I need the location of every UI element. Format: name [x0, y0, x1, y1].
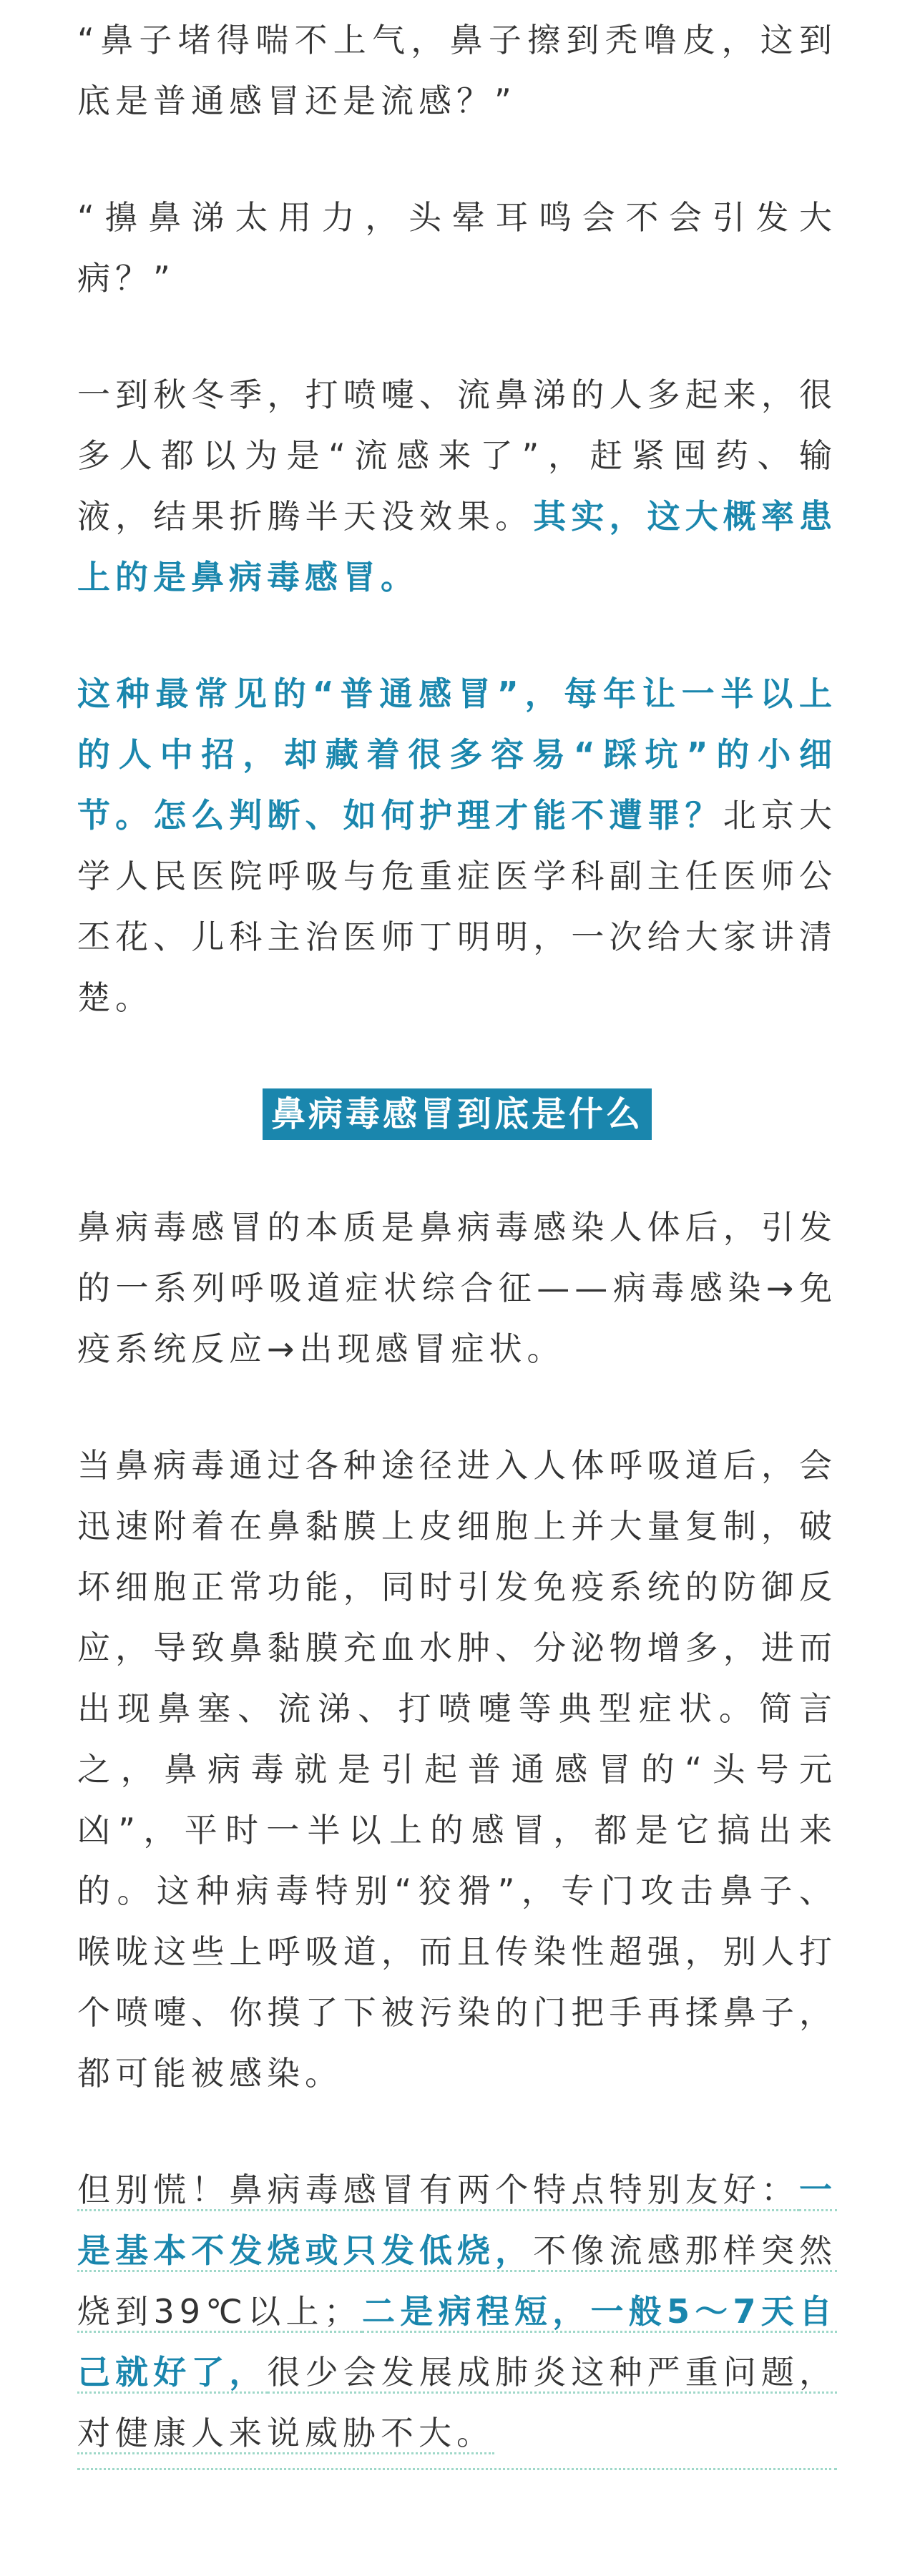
- intro-highlight: 其实，这大概率患上的是鼻病毒感冒。: [77, 497, 838, 596]
- features-intro: 但别慌！鼻病毒感冒有两个特点特别友好：: [77, 2171, 799, 2211]
- section-heading-wrap: [77, 1088, 837, 1140]
- quote-text-2: “擤鼻涕太用力，头晕耳鸣会不会引发大病？”: [77, 198, 837, 298]
- quote-paragraph-2: [77, 187, 837, 309]
- quote-paragraph-1: [77, 10, 837, 132]
- definition-text: 鼻病毒感冒的本质是鼻病毒感染人体后，引发的一系列呼吸道症状综合征——病毒感染→免疫系统反应→出现感冒症状。: [77, 1208, 837, 1368]
- feature-two-highlight: 二是病程短，一般5～7天自己就好了，: [77, 2292, 837, 2394]
- experts-highlight: 这种最常见的“普通感冒”，每年让一半以上的人中招，却藏着很多容易“踩坑”的小细节。怎么判断、如何护理才能不遭罪？: [77, 674, 837, 835]
- features-paragraph: [77, 2160, 837, 2470]
- feature-one-highlight: 一是基本不发烧或只发低烧，: [77, 2171, 837, 2272]
- quote-text-1: “鼻子堵得喘不上气，鼻子擦到秃噜皮，这到底是普通感冒还是流感？”: [77, 21, 837, 120]
- mechanism-paragraph: [77, 1435, 837, 2104]
- section-heading: 鼻病毒感冒到底是什么: [263, 1088, 652, 1140]
- feature-two-text: 很少会发展成肺炎这种严重问题，对健康人来说威胁不大。: [77, 2353, 837, 2454]
- experts-text: 北京大学人民医院呼吸与危重症医学科副主任医师公丕花、儿科主治医师丁明明，一次给大家讲清楚。: [77, 796, 838, 1017]
- mechanism-text: 当鼻病毒通过各种途径进入人体呼吸道后，会迅速附着在鼻黏膜上皮细胞上并大量复制，破坏细胞正常功能，同时引发免疫系统的防御反应，导致鼻黏膜充血水肿、分泌物增多，进而出现鼻塞、流涕、打喷嚏等典型症状。简言之，鼻病毒就是引起普通感冒的“头号元凶”，平时一半以上的感冒，都是它搞出来的。这种病毒特别“狡猾”，专门攻击鼻子、喉咙这些上呼吸道，而且传染性超强，别人打个喷嚏、你摸了下被污染的门把手再揉鼻子，都可能被感染。: [77, 1446, 837, 2093]
- experts-paragraph: [77, 664, 837, 1028]
- feature-one-text: 不像流感那样突然烧到39℃以上；: [77, 2231, 837, 2333]
- intro-paragraph: [77, 365, 837, 608]
- article-body: [77, 0, 837, 2470]
- intro-text: 一到秋冬季，打喷嚏、流鼻涕的人多起来，很多人都以为是“流感来了”，赶紧囤药、输液，结果折腾半天没效果。: [77, 375, 837, 536]
- definition-paragraph: [77, 1197, 837, 1380]
